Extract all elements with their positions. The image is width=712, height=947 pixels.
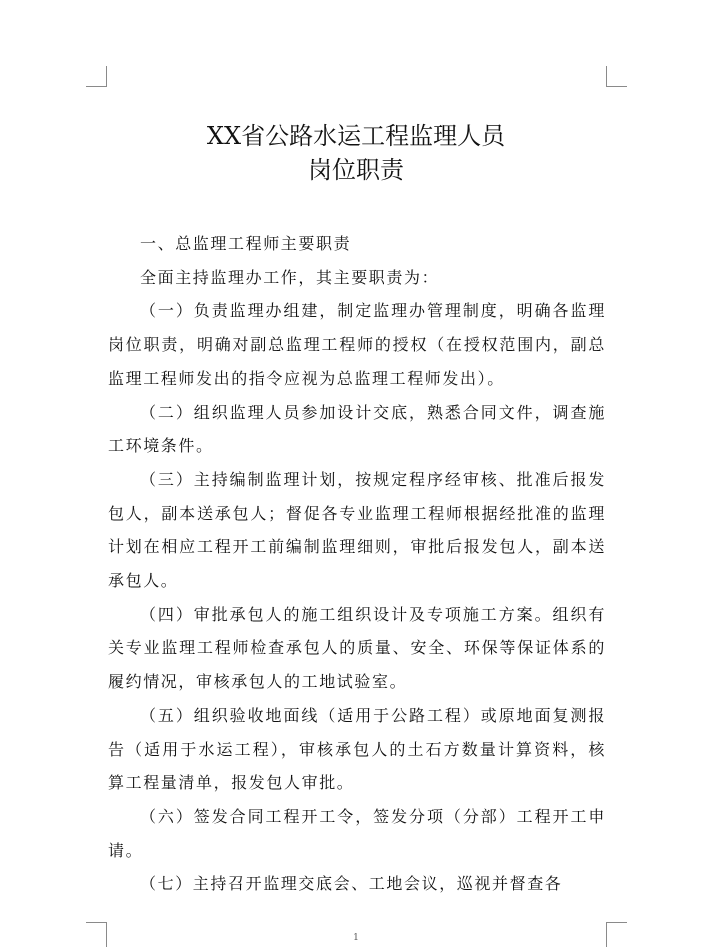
document-title-line-1: XX省公路水运工程监理人员 (206, 122, 506, 150)
crop-mark-top-left (86, 66, 107, 87)
document-body (108, 227, 606, 901)
paragraph: （七）主持召开监理交底会、工地会议，巡视并督查各 (140, 874, 563, 894)
crop-mark-top-right (606, 66, 627, 87)
paragraph: （五）组织验收地面线（适用于公路工程）或原地面复测报告（适用于水运工程），审核承包人的土石方数量计算资料，核算工程量清单，报发包人审批。 (108, 705, 606, 793)
section-heading: 一、总监理工程师主要职责 (140, 234, 352, 253)
crop-mark-bottom-right (606, 922, 627, 947)
crop-mark-bottom-left (86, 922, 107, 947)
paragraph: 全面主持监理办工作，其主要职责为： (140, 267, 440, 287)
document-title-line-2: 岗位职责 (308, 156, 404, 184)
page-number: 1 (353, 933, 359, 943)
paragraph: （三）主持编制监理计划，按规定程序经审核、批准后报发包人，副本送承包人；督促各专业监理工程师根据经批准的监理计划在相应工程开工前编制监理细则，审批后报发包人，副本送承包人。 (108, 469, 606, 591)
paragraph: （六）签发合同工程开工令，签发分项（分部）工程开工申请。 (108, 806, 606, 860)
paragraph: （一）负责监理办组建，制定监理办管理制度，明确各监理岗位职责，明确对副总监理工程师的授权（在授权范围内，副总监理工程师发出的指令应视为总监理工程师发出）。 (108, 301, 606, 388)
paragraph: （二）组织监理人员参加设计交底，熟悉合同文件，调查施工环境条件。 (108, 402, 606, 456)
paragraph: （四）审批承包人的施工组织设计及专项施工方案。组织有关专业监理工程师检查承包人的质量、安全、环保等保证体系的履约情况，审核承包人的工地试验室。 (108, 604, 606, 692)
